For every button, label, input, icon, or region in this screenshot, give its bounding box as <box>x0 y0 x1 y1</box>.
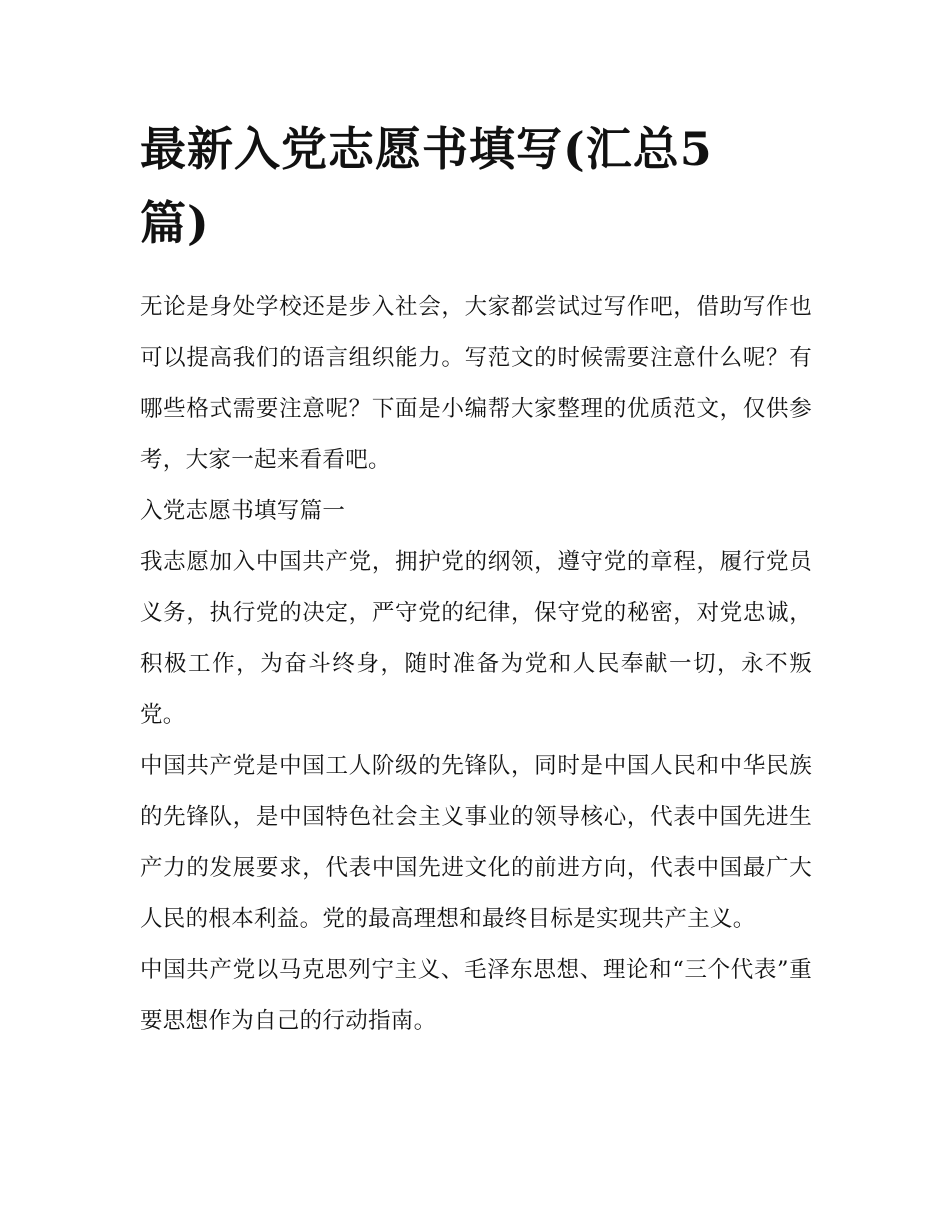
body-paragraph: 中国共产党以马克思列宁主义、毛泽东思想、理论和“三个代表”重要思想作为自己的行动指南。 <box>140 957 812 1034</box>
document-body <box>140 112 812 1047</box>
body-paragraph: 我志愿加入中国共产党，拥护党的纲领，遵守党的章程，履行党员义务，执行党的决定，严守党的纪律，保守党的秘密，对党忠诚，积极工作，为奋斗终身，随时准备为党和人民奉献一切，永不叛党。 <box>140 549 812 728</box>
page-title: 最新入党志愿书填写(汇总5篇) <box>140 122 713 250</box>
body-paragraph: 中国共产党是中国工人阶级的先锋队，同时是中国人民和中华民族的先锋队，是中国特色社会主义事业的领导核心，代表中国先进生产力的发展要求，代表中国先进文化的前进方向，代表中国最广大人民的根本利益。党的最高理想和最终目标是实现共产主义。 <box>140 753 812 932</box>
section-heading: 入党志愿书填写篇一 <box>140 498 346 524</box>
intro-paragraph: 无论是身处学校还是步入社会，大家都尝试过写作吧，借助写作也可以提高我们的语言组织能力。写范文的时候需要注意什么呢？有哪些格式需要注意呢？下面是小编帮大家整理的优质范文，仅供参考，大家一起来看看吧。 <box>140 294 812 473</box>
